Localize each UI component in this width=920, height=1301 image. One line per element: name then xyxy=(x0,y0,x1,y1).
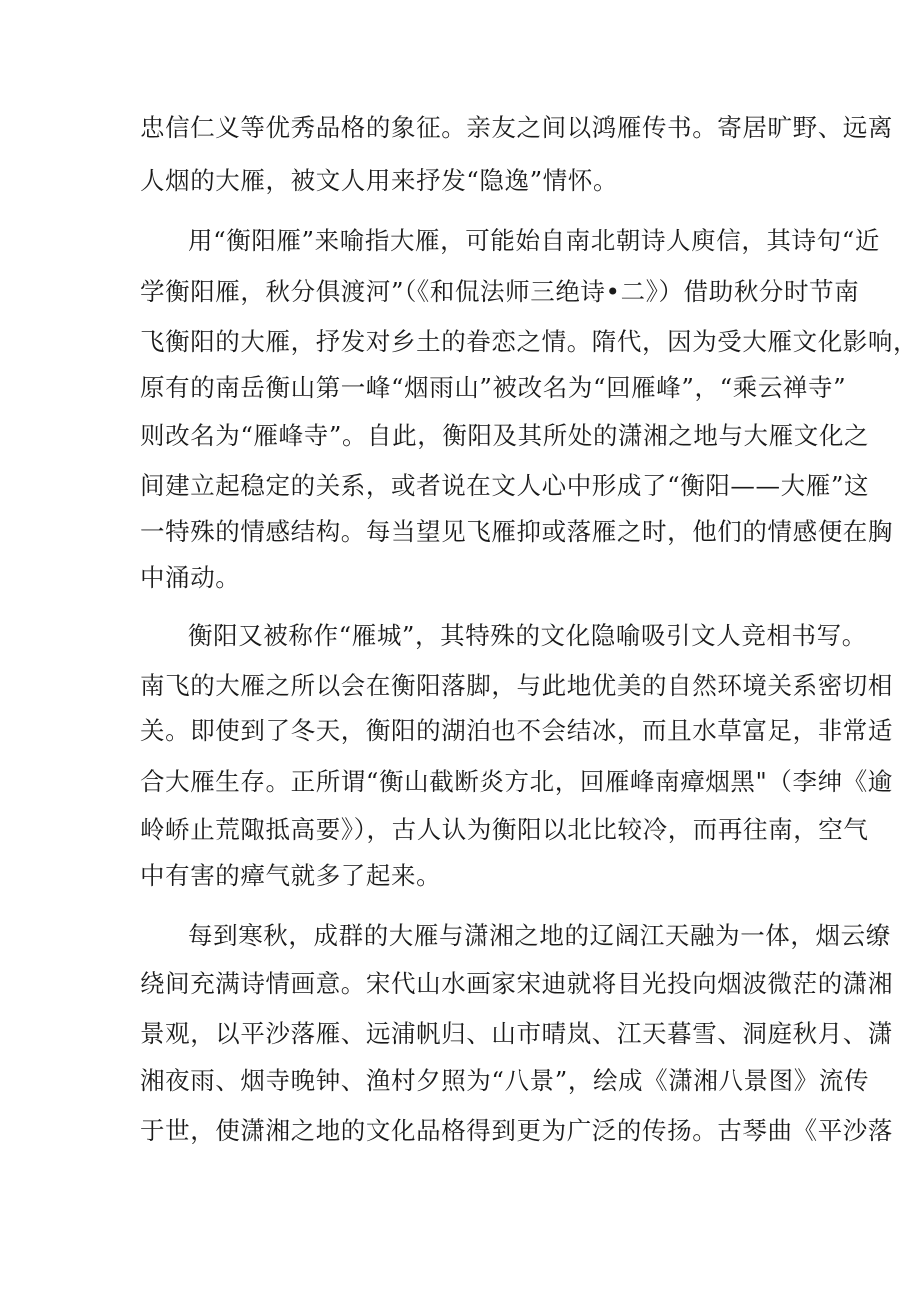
text-line: 关。即使到了冬天，衡阳的湖泊也不会结冰，而且水草富足，非常适 xyxy=(140,716,893,745)
text-line: 南飞的大雁之所以会在衡阳落脚，与此地优美的自然环境关系密切相 xyxy=(140,671,893,700)
text-line: 岭峤止荒陬抵高要》），古人认为衡阳以北比较冷，而再往南，空气 xyxy=(140,815,869,844)
text-line: 湘夜雨、烟寺晚钟、渔村夕照为“八景”，绘成《潇湘八景图》流传 xyxy=(140,1066,870,1095)
text-line: 景观，以平沙落雁、远浦帆归、山市晴岚、江天暮雪、洞庭秋月、潇 xyxy=(140,1019,893,1048)
paragraph-start-line: 每到寒秋，成群的大雁与潇湘之地的辽阔江天融为一体，烟云缭 xyxy=(188,921,891,950)
text-line: 绕间充满诗情画意。宋代山水画家宋迪就将目光投向烟波微茫的潇湘 xyxy=(140,969,893,998)
text-line: 原有的南岳衡山第一峰“烟雨山”被改名为“回雁峰”，“乘云禅寺” xyxy=(140,373,847,402)
text-line: 忠信仁义等优秀品格的象征。亲友之间以鸿雁传书。寄居旷野、远离 xyxy=(140,113,893,142)
text-line: 于世，使潇湘之地的文化品格得到更为广泛的传扬。古琴曲《平沙落 xyxy=(140,1116,893,1145)
paragraph-start-line: 衡阳又被称作“雁城”，其特殊的文化隐喻吸引文人竞相书写。 xyxy=(188,621,867,650)
paragraph-start-line: 用“衡阳雁”来喻指大雁，可能始自南北朝诗人庾信，其诗句“近 xyxy=(188,226,880,255)
text-line: 则改名为“雁峰寺”。自此，衡阳及其所处的潇湘之地与大雁文化之 xyxy=(140,421,870,450)
text-line: 学衡阳雁，秋分俱渡河”（《和侃法师三绝诗•二》）借助秋分时节南 xyxy=(140,277,860,306)
text-line: 人烟的大雁，被文人用来抒发“隐逸”情怀。 xyxy=(140,166,619,195)
text-line: 中涌动。 xyxy=(140,563,241,592)
text-line: 飞衡阳的大雁，抒发对乡土的眷恋之情。隋代，因为受大雁文化影响， xyxy=(140,327,919,356)
text-line: 合大雁生存。正所谓“衡山截断炎方北，回雁峰南瘴烟黑"（李绅《逾 xyxy=(140,767,893,796)
text-line: 一特殊的情感结构。每当望见飞雁抑或落雁之时，他们的情感便在胸 xyxy=(140,517,893,546)
text-line: 间建立起稳定的关系，或者说在文人心中形成了“衡阳——大雁”这 xyxy=(140,471,870,500)
text-line: 中有害的瘴气就多了起来。 xyxy=(140,861,442,890)
